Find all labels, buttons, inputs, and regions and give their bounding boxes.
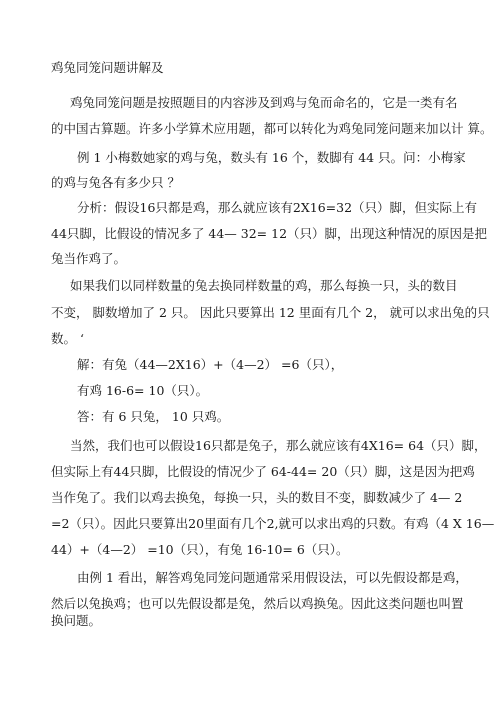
example-line: 例 1 小梅数她家的鸡与兔，数头有 16 个，数脚有 44 只。问：小梅家 [77,150,466,165]
paragraph-line: 由例 1 看出，解答鸡兔同笼问题通常采用假设法，可以先假设都是鸡， [77,570,468,585]
paragraph-line: 44）+（4—2） =10（只），有兔 16-10= 6（只）。 [51,542,349,557]
analysis-line: 兔当作鸡了。 [51,251,127,266]
paragraph-line: 但实际上有44只脚，比假设的情况少了 64-44= 20（只）脚，这是因为把鸡 [51,464,475,479]
paragraph-line: 当然，我们也可以假设16只都是兔子，那么就应该有4X16= 64（只）脚， [70,438,487,453]
paragraph-line: 当作兔了。我们以鸡去换兔，每换一只，头的数目不变，脚数减少了 4— 2 [51,490,463,505]
solution-line: 解：有兔（44—2X16）+（4—2） =6（只）， [77,357,344,372]
paragraph-line: 不变， 脚数增加了 2 只。 因此只要算出 12 里面有几个 2， 就可以求出兔的只 [51,305,490,320]
answer-line: 答：有 6 只兔， 10 只鸡。 [77,409,230,424]
solution-line: 有鸡 16-6= 10（只）。 [77,383,209,398]
paragraph-line: =2（只）。因此只要算出20里面有几个2,就可以求出鸡的只数。有鸡（4 X 16— [51,516,495,531]
example-line: 的鸡与兔各有多少只 ？ [51,175,180,190]
paragraph-line: 的中国古算题。许多小学算术应用题，都可以转化为鸡兔同笼问题来加以计 算。 [51,121,493,136]
paragraph-line: 数。 ‘ [51,331,84,346]
paragraph-line: 然后以兔换鸡；也可以先假设都是兔，然后以鸡换兔。因此这类问题也叫置 [51,596,464,611]
document-title: 鸡兔同笼问题讲解及 [51,60,164,75]
analysis-line: 44只脚，比假设的情况多了 44— 32= 12（只）脚，出现这种情况的原因是把 [51,226,488,241]
paragraph-line: 换问题。 [51,613,102,628]
analysis-line: 分析：假设16只都是鸡，那么就应该有2X16=32（只）脚，但实际上有 [77,200,478,215]
paragraph-line: 如果我们以同样数量的兔去换同样数量的鸡，那么每换一只，头的数目 [70,278,458,293]
paragraph-line: 鸡兔同笼问题是按照题目的内容涉及到鸡与兔而命名的，它是一类有名 [70,95,458,110]
